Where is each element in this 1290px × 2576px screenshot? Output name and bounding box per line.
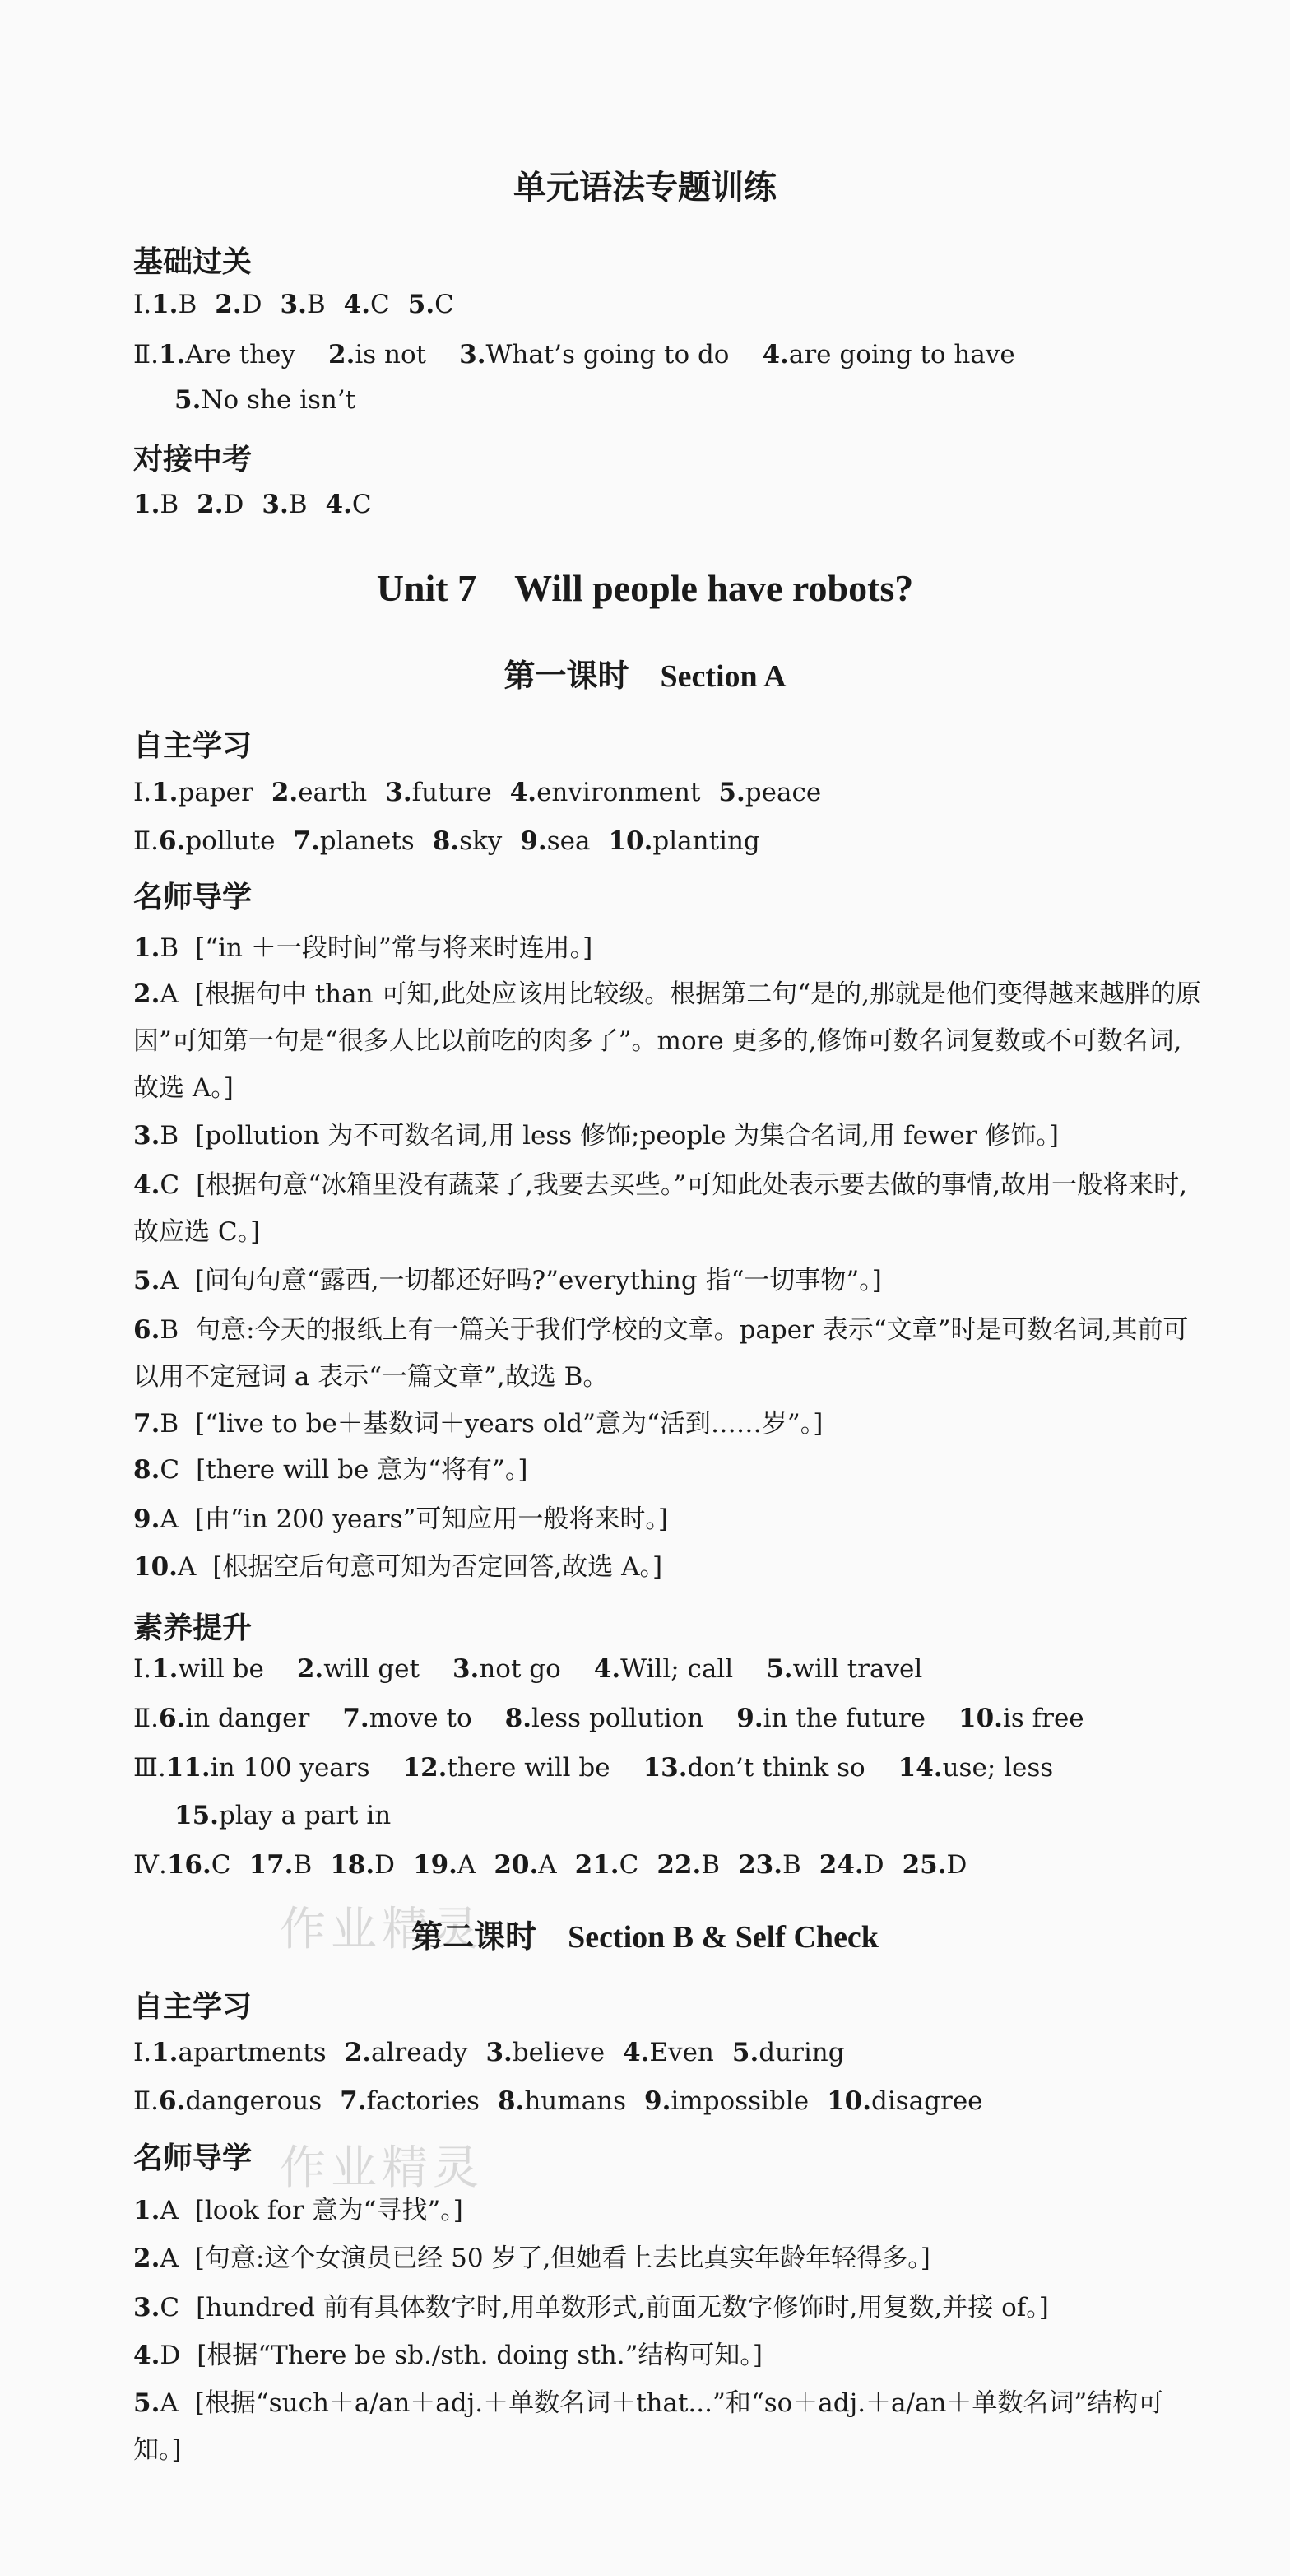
answer-value: planting [652, 826, 760, 856]
answer-value: B [306, 290, 326, 319]
answer-number: 6. [158, 826, 186, 856]
answer-row [133, 490, 372, 519]
answer-value: Are they [185, 340, 295, 370]
answer-number: 15. [174, 1801, 219, 1830]
answer-number: 14. [898, 1753, 943, 1783]
answer-number: 12. [402, 1753, 448, 1783]
section-heading-basics: 基础过关 [133, 245, 253, 279]
section-heading-self-study-2: 自主学习 [133, 1990, 253, 2024]
answer-number: 1. [151, 290, 179, 319]
answer-row [133, 2086, 983, 2116]
section-heading-zhongkao: 对接中考 [133, 443, 253, 477]
answer-number: 21. [574, 1850, 619, 1880]
answer-number: 1. [133, 490, 160, 519]
unit-title: Unit 7 Will people have robots? [376, 567, 914, 609]
answer-number: 10. [958, 1704, 1003, 1733]
question-number: 1. [133, 2196, 160, 2225]
lesson-title-2: 第二课时 Section B & Self Check [411, 1920, 879, 1955]
section-heading-improve: 素养提升 [133, 1611, 253, 1645]
explanation-text: 句意:今天的报纸上有一篇关于我们学校的文章。paper 表示“文章”时是可数名词,其前可以用不定冠词 a 表示“一篇文章”,故选 B。 [133, 1315, 1189, 1392]
explanation-item [133, 1113, 1203, 1160]
answer-row [133, 1753, 1053, 1783]
answer-number: 4. [325, 490, 352, 519]
answer-value: play a part in [218, 1801, 392, 1830]
answer-number: 2. [215, 290, 242, 319]
question-number: 3. [133, 1121, 160, 1151]
answer-value: peace [745, 778, 822, 807]
answer-row [133, 1654, 922, 1684]
answer-value: there will be [447, 1753, 610, 1783]
explanation-item [133, 971, 1203, 1112]
answer-number: 9. [644, 2086, 671, 2116]
answer-number: 16. [166, 1850, 211, 1880]
answer-choice: D [160, 2341, 181, 2370]
answer-value: factories [366, 2086, 480, 2116]
answer-value: believe [512, 2038, 606, 2067]
answer-number: 4. [762, 340, 789, 370]
explanation-item [133, 2188, 1203, 2234]
explanation-text: [look for 意为“寻找”。] [194, 2196, 463, 2225]
answer-choice: A [160, 2244, 179, 2273]
answer-value: in the future [763, 1704, 926, 1733]
explanation-item [133, 925, 1203, 972]
explanation-text: [根据“such＋a/an＋adj.＋单数名词＋that...”和“so＋adj.＋a/an＋单数名词”结构可知。] [133, 2388, 1164, 2465]
answer-number: 7. [293, 826, 320, 856]
answer-number: 5. [731, 2038, 759, 2067]
answer-value: disagree [871, 2086, 983, 2116]
answer-number: 5. [718, 778, 745, 807]
answer-number: 4. [509, 778, 537, 807]
explanation-item [133, 1162, 1203, 1256]
answer-choice: A [177, 1552, 197, 1582]
explanation-text: [句意:这个女演员已经 50 岁了,但她看上去比真实年龄年轻得多。] [194, 2244, 930, 2273]
answer-value: paper [178, 778, 253, 807]
answer-choice: A [160, 1266, 179, 1295]
answer-number: 6. [158, 1704, 186, 1733]
answer-choice: A [160, 2196, 179, 2225]
section-heading-self-study: 自主学习 [133, 729, 253, 763]
answer-row [133, 340, 1015, 370]
answer-value: apartments [178, 2038, 327, 2067]
answer-number: 18. [330, 1850, 375, 1880]
answer-number: 13. [643, 1753, 688, 1783]
section-heading-guide: 名师导学 [133, 881, 253, 914]
row-label: Ⅰ. [133, 290, 152, 319]
question-number: 7. [133, 1409, 160, 1439]
answer-number: 11. [165, 1753, 211, 1783]
answer-number: 5. [174, 385, 202, 415]
answer-value: What’s going to do [485, 340, 730, 370]
answer-value: D [946, 1850, 968, 1880]
answer-number: 1. [151, 1654, 179, 1684]
explanation-text: [hundred 前有具体数字时,用单数形式,前面无数字修饰时,用复数,并接 of。] [196, 2293, 1049, 2323]
answer-number: 2. [197, 490, 224, 519]
answer-number: 3. [485, 2038, 513, 2067]
answer-number: 4. [623, 2038, 650, 2067]
answer-number: 6. [158, 2086, 186, 2116]
row-label: Ⅰ. [133, 778, 152, 807]
question-number: 4. [133, 1170, 160, 1200]
answer-value: less pollution [531, 1704, 704, 1733]
answer-value: sky [459, 826, 503, 856]
answer-value: D [374, 1850, 396, 1880]
question-number: 2. [133, 2244, 160, 2273]
answer-value: move to [369, 1704, 472, 1733]
answer-number: 8. [504, 1704, 532, 1733]
explanation-item [133, 1401, 1203, 1448]
answer-number: 3. [385, 778, 412, 807]
explanation-item [133, 1496, 1203, 1543]
question-number: 5. [133, 1266, 160, 1295]
answer-row [174, 385, 355, 415]
answer-value: C [370, 290, 390, 319]
answer-value: Even [649, 2038, 714, 2067]
answer-number: 3. [459, 340, 486, 370]
answer-value: earth [298, 778, 368, 807]
explanation-item [133, 2332, 1203, 2379]
answer-value: not go [479, 1654, 561, 1684]
answer-value: dangerous [185, 2086, 322, 2116]
answer-row [174, 1801, 391, 1830]
answer-value: C [434, 290, 454, 319]
answer-number: 7. [340, 2086, 367, 2116]
answer-value: C [619, 1850, 639, 1880]
answer-number: 3. [280, 290, 307, 319]
explanation-text: [问句句意“露西,一切都还好吗?”everything 指“一切事物”。] [194, 1266, 882, 1295]
answer-number: 23. [738, 1850, 782, 1880]
explanation-text: [根据句意“冰箱里没有蔬菜了,我要去买些。”可知此处表示要去做的事情,故用一般将来时,故应选 C。] [133, 1170, 1187, 1247]
answer-row [133, 778, 821, 807]
answer-number: 4. [593, 1654, 621, 1684]
answer-choice: B [160, 1121, 179, 1151]
answer-value: will get [323, 1654, 420, 1684]
answer-value: D [241, 290, 262, 319]
answer-number: 25. [902, 1850, 947, 1880]
answer-value: are going to have [788, 340, 1015, 370]
row-label: Ⅲ. [133, 1753, 166, 1783]
explanation-text: [根据句中 than 可知,此处应该用比较级。根据第二句“是的,那就是他们变得越来越胖的原因”可知第一句是“很多人比以前吃的肉多了”。more 更多的,修饰可数名词复数或不可数名词,故选 A。] [133, 979, 1201, 1103]
question-number: 9. [133, 1504, 160, 1534]
question-number: 2. [133, 979, 160, 1009]
lesson-title: 第一课时 Section A [503, 659, 787, 694]
answer-choice: B [160, 1315, 179, 1345]
explanation-text: [“live to be＋基数词＋years old”意为“活到……岁”。] [195, 1409, 824, 1439]
answer-choice: A [160, 979, 179, 1009]
explanation-text: [pollution 为不可数名词,用 less 修饰;people 为集合名词,用 fewer 修饰。] [195, 1121, 1059, 1151]
answer-choice: C [160, 2293, 180, 2323]
answer-number: 4. [343, 290, 371, 319]
answer-number: 2. [328, 340, 355, 370]
explanation-text: [“in ＋一段时间”常与将来时连用。] [195, 933, 593, 963]
answer-choice: C [160, 1455, 180, 1485]
explanation-item [133, 1544, 1203, 1591]
answer-number: 17. [248, 1850, 294, 1880]
answer-value: B [160, 490, 179, 519]
answer-number: 10. [827, 2086, 871, 2116]
answer-row [133, 2038, 845, 2067]
section-heading-guide-2: 名师导学 [133, 2141, 253, 2175]
answer-number: 19. [413, 1850, 457, 1880]
explanation-text: [根据“There be sb./sth. doing sth.”结构可知。] [197, 2341, 763, 2370]
answer-value: sea [546, 826, 591, 856]
answer-value: already [371, 2038, 468, 2067]
answer-value: A [538, 1850, 557, 1880]
answer-row [133, 1704, 1084, 1733]
answer-choice: B [160, 933, 179, 963]
answer-value: C [211, 1850, 231, 1880]
answer-value: during [759, 2038, 845, 2067]
answer-number: 2. [296, 1654, 324, 1684]
watermark-2: 作业精灵 [280, 2141, 484, 2195]
question-number: 8. [133, 1455, 160, 1485]
answer-value: Will; call [620, 1654, 734, 1684]
answer-value: is not [355, 340, 427, 370]
answer-value: B [178, 290, 197, 319]
answer-number: 20. [494, 1850, 539, 1880]
answer-value: No she isn’t [201, 385, 356, 415]
answer-value: D [863, 1850, 884, 1880]
answer-value: B [293, 1850, 313, 1880]
answer-number: 1. [151, 2038, 179, 2067]
answer-number: 9. [520, 826, 547, 856]
explanation-item [133, 1258, 1203, 1304]
answer-value: is free [1002, 1704, 1084, 1733]
answer-number: 22. [657, 1850, 702, 1880]
explanation-item [133, 2235, 1203, 2282]
answer-number: 3. [262, 490, 289, 519]
answer-value: will be [178, 1654, 264, 1684]
row-label: Ⅱ. [133, 1704, 159, 1733]
answer-number: 2. [344, 2038, 372, 2067]
answer-value: impossible [671, 2086, 810, 2116]
answer-number: 24. [819, 1850, 864, 1880]
answer-value: pollute [185, 826, 276, 856]
explanation-item [133, 2285, 1203, 2332]
answer-value: humans [524, 2086, 627, 2116]
answer-value: C [351, 490, 372, 519]
answer-value: future [411, 778, 492, 807]
answer-number: 7. [342, 1704, 369, 1733]
answer-value: D [223, 490, 244, 519]
row-label: Ⅱ. [133, 340, 159, 370]
answer-number: 5. [766, 1654, 793, 1684]
answer-number: 1. [151, 778, 179, 807]
question-number: 10. [133, 1552, 178, 1582]
question-number: 1. [133, 933, 160, 963]
explanation-text: [由“in 200 years”可知应用一般将来时。] [194, 1504, 668, 1534]
row-label: Ⅰ. [133, 1654, 152, 1684]
page-title: 单元语法专题训练 [513, 168, 777, 207]
question-number: 5. [133, 2388, 160, 2418]
answer-value: B [701, 1850, 721, 1880]
question-number: 3. [133, 2293, 160, 2323]
explanation-item [133, 2380, 1203, 2474]
question-number: 4. [133, 2341, 160, 2370]
row-label: Ⅱ. [133, 826, 159, 856]
answer-number: 2. [271, 778, 299, 807]
answer-value: A [457, 1850, 476, 1880]
answer-number: 1. [158, 340, 186, 370]
answer-number: 8. [432, 826, 460, 856]
answer-value: in danger [185, 1704, 310, 1733]
watermark-1: 作业精灵 [280, 1903, 484, 1956]
row-label: Ⅰ. [133, 2038, 152, 2067]
answer-value: will travel [792, 1654, 923, 1684]
answer-row [133, 1850, 967, 1880]
answer-value: B [782, 1850, 801, 1880]
explanation-item [133, 1307, 1203, 1401]
answer-choice: A [160, 1504, 179, 1534]
answer-choice: A [160, 2388, 179, 2418]
answer-value: in 100 years [210, 1753, 370, 1783]
answer-row [133, 826, 760, 856]
answer-value: use; less [942, 1753, 1054, 1783]
answer-value: B [288, 490, 308, 519]
answer-row [133, 290, 454, 319]
question-number: 6. [133, 1315, 160, 1345]
answer-choice: B [160, 1409, 179, 1439]
answer-choice: C [160, 1170, 180, 1200]
answer-number: 9. [736, 1704, 763, 1733]
answer-number: 10. [608, 826, 653, 856]
explanation-item [133, 1447, 1203, 1494]
answer-value: environment [536, 778, 701, 807]
row-label: Ⅱ. [133, 2086, 159, 2116]
answer-number: 8. [497, 2086, 525, 2116]
explanation-text: [there will be 意为“将有”。] [196, 1455, 528, 1485]
answer-number: 3. [452, 1654, 480, 1684]
explanation-text: [根据空后句意可知为否定回答,故选 A。] [212, 1552, 663, 1582]
answer-number: 5. [407, 290, 435, 319]
answer-value: planets [319, 826, 415, 856]
row-label: Ⅳ. [133, 1850, 167, 1880]
answer-value: don’t think so [687, 1753, 865, 1783]
